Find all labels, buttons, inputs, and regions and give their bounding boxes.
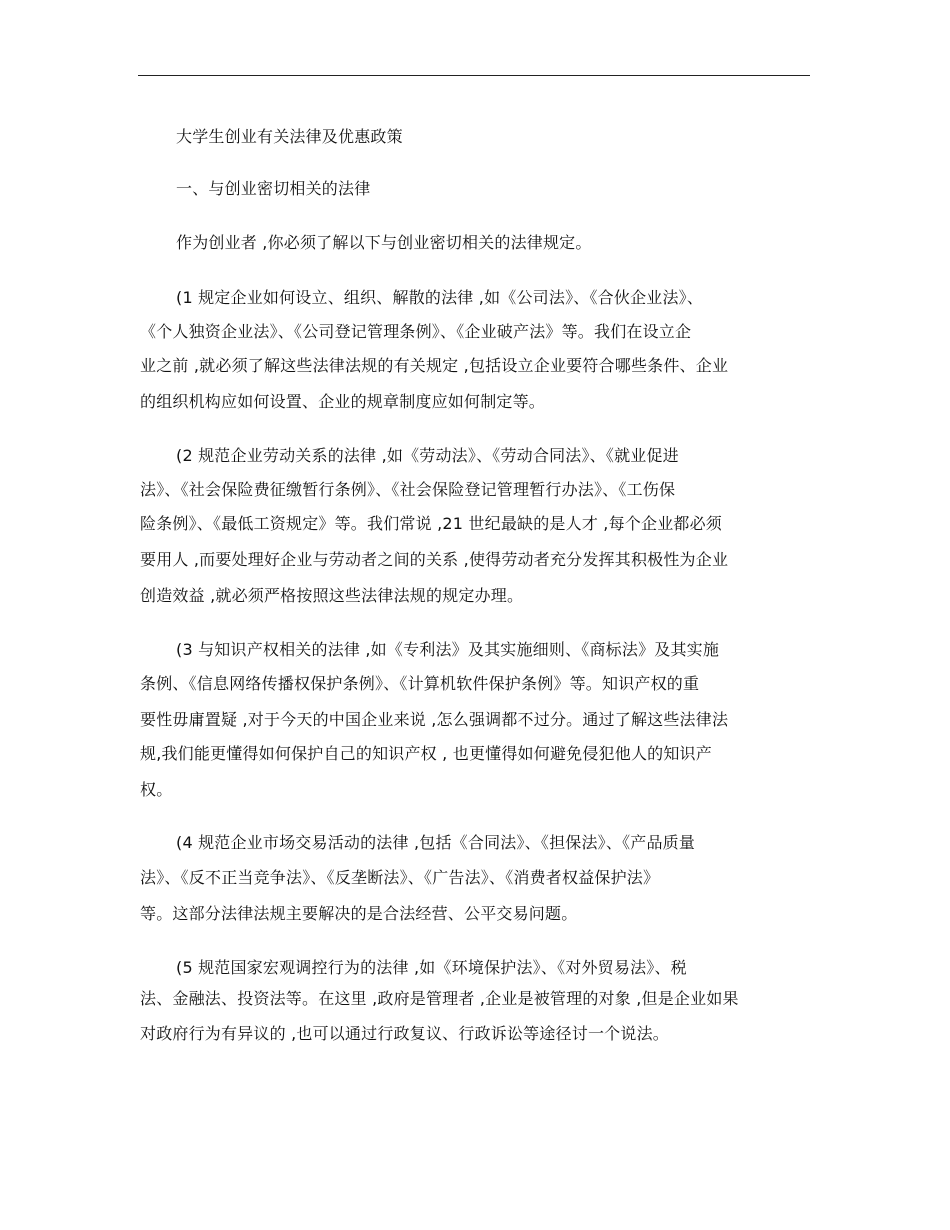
paragraph-line: (1 规定企业如何设立、组织、解散的法律 ,如《公司法》、《合伙企业法》、 xyxy=(176,288,704,307)
intro-paragraph: 作为创业者 ,你必须了解以下与创业密切相关的法律规定。 xyxy=(176,233,592,252)
paragraph-line: 法、金融法、投资法等。在这里 ,政府是管理者 ,企业是被管理的对象 ,但是企业如果 xyxy=(140,989,739,1008)
paragraph-line: 规,我们能更懂得如何保护自己的知识产权 , 也更懂得如何避免侵犯他人的知识产 xyxy=(140,744,712,763)
paragraph-line: 业之前 ,就必须了解这些法律法规的有关规定 ,包括设立企业要符合哪些条件、企业 xyxy=(140,356,729,375)
paragraph-line: 权。 xyxy=(140,780,173,799)
paragraph-line: (4 规范企业市场交易活动的法律 ,包括《合同法》、《担保法》、《产品质量 xyxy=(176,833,696,852)
paragraph-line: 等。这部分法律法规主要解决的是合法经营、公平交易问题。 xyxy=(140,904,578,923)
paragraph-line: 险条例》、《最低工资规定》等。我们常说 ,21 世纪最缺的是人才 ,每个企业都必须 xyxy=(140,514,722,533)
paragraph-line: 的组织机构应如何设置、企业的规章制度应如何制定等。 xyxy=(140,392,546,411)
section-heading: 一、与创业密切相关的法律 xyxy=(176,179,371,198)
document-title: 大学生创业有关法律及优惠政策 xyxy=(176,127,403,146)
paragraph-line: 法》、《反不正当竞争法》、《反垄断法》、《广告法》、《消费者权益保护法》 xyxy=(140,868,660,887)
paragraph-line: (2 规范企业劳动关系的法律 ,如《劳动法》、《劳动合同法》、《就业促进 xyxy=(176,446,679,465)
paragraph-line: 要性毋庸置疑 ,对于今天的中国企业来说 ,怎么强调都不过分。通过了解这些法律法 xyxy=(140,710,729,729)
paragraph-line: 法》、《社会保险费征缴暂行条例》、《社会保险登记管理暂行办法》、《工伤保 xyxy=(140,480,676,499)
paragraph-line: 对政府行为有异议的 ,也可以通过行政复议、行政诉讼等途径讨一个说法。 xyxy=(140,1024,669,1043)
paragraph-line: 创造效益 ,就必须严格按照这些法律法规的规定办理。 xyxy=(140,586,524,605)
paragraph-line: 《个人独资企业法》、《公司登记管理条例》、《企业破产法》等。我们在设立企 xyxy=(140,322,692,341)
paragraph-line: (5 规范国家宏观调控行为的法律 ,如《环境保护法》、《对外贸易法》、税 xyxy=(176,958,687,977)
paragraph-line: 条例、《信息网络传播权保护条例》、《计算机软件保护条例》等。知识产权的重 xyxy=(140,674,700,693)
header-rule xyxy=(138,75,810,76)
paragraph-line: 要用人 ,而要处理好企业与劳动者之间的关系 ,使得劳动者充分发挥其积极性为企业 xyxy=(140,550,729,569)
paragraph-line: (3 与知识产权相关的法律 ,如《专利法》及其实施细则、《商标法》及其实施 xyxy=(176,640,720,659)
